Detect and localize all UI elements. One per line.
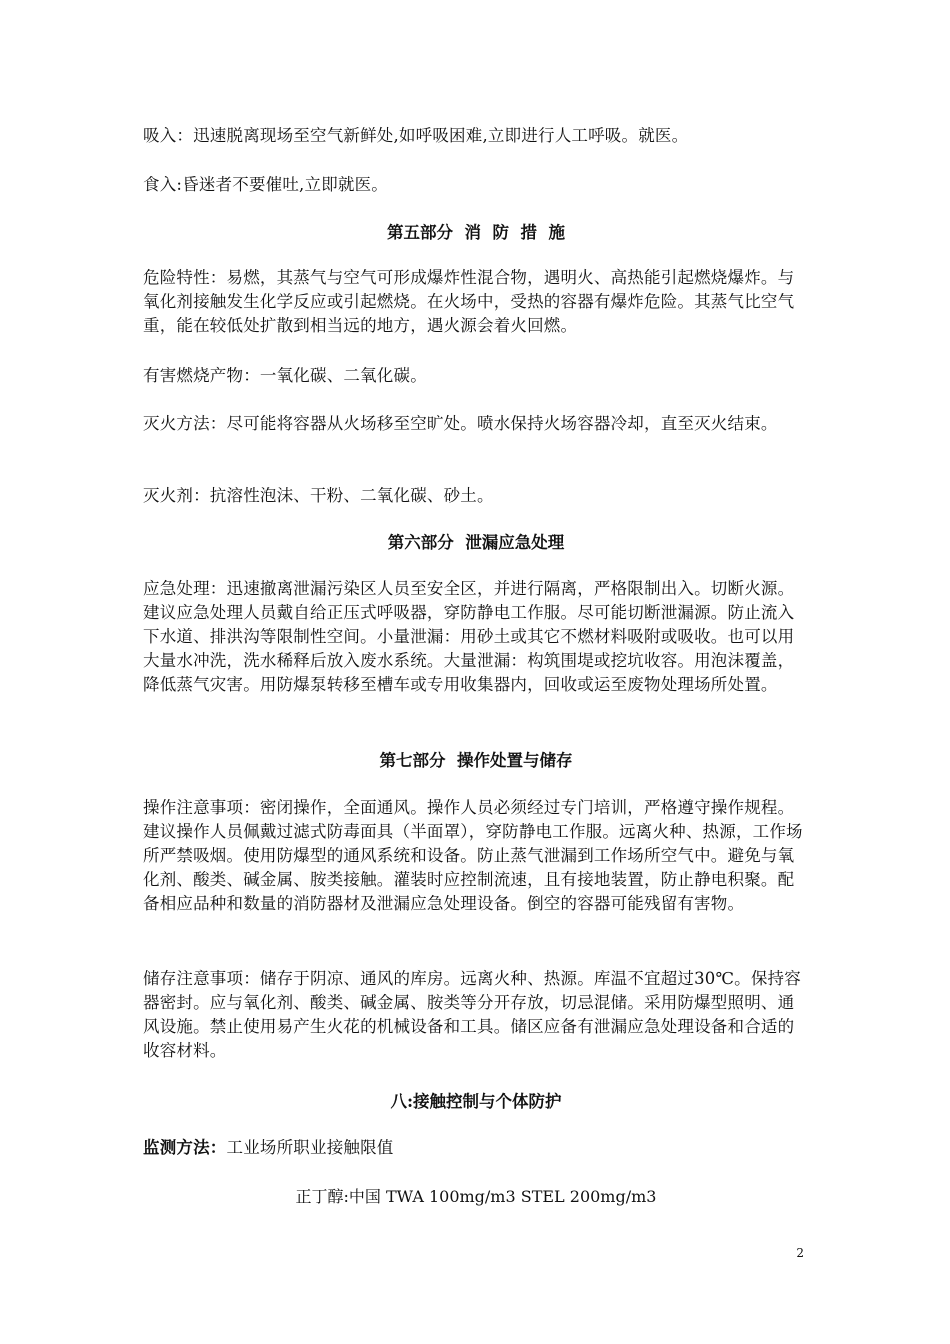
ingestion-paragraph: 食入:昏迷者不要催吐,立即就医。 (143, 175, 389, 194)
extinguish-agent-paragraph: 灭火剂：抗溶性泡沫、干粉、二氧化碳、砂土。 (143, 486, 494, 505)
storage-paragraph: 储存注意事项：储存于阴凉、通风的库房。远离火种、热源。库温不宜超过30℃。保持容器密封。应与氧化剂、酸类、碱金属、胺类等分开存放，切忌混储。采用防爆型照明、通风设施。禁止使用易产生火花的机械设备和工具。储区应备有泄漏应急处理设备和合适的收容材料。 (143, 969, 801, 1060)
section8-heading: 八:接触控制与个体防护 (390, 1092, 562, 1111)
monitor-text: 工业场所职业接触限值 (226, 1138, 394, 1157)
section7-heading: 第七部分 操作处置与储存 (379, 751, 573, 770)
inhalation-paragraph: 吸入：迅速脱离现场至空气新鲜处,如呼吸困难,立即进行人工呼吸。就医。 (143, 126, 689, 145)
extinguish-method-paragraph: 灭火方法：尽可能将容器从火场移至空旷处。喷水保持火场容器冷却，直至灭火结束。 (143, 414, 778, 433)
combustion-paragraph: 有害燃烧产物：一氧化碳、二氧化碳。 (143, 366, 427, 385)
section6-heading: 第六部分 泄漏应急处理 (387, 533, 565, 552)
operation-paragraph: 操作注意事项：密闭操作，全面通风。操作人员必须经过专门培训，严格遵守操作规程。建议操作人员佩戴过滤式防毒面具（半面罩），穿防静电工作服。远离火种、热源，工作场所严禁吸烟。使用防爆型的通风系统和设备。防止蒸气泄漏到工作场所空气中。避免与氧化剂、酸类、碱金属、胺类接触。灌装时应控制流速，且有接地装置，防止静电积聚。配备相应品种和数量的消防器材及泄漏应急处理设备。倒空的容器可能残留有害物。 (143, 798, 803, 913)
emergency-paragraph: 应急处理：迅速撤离泄漏污染区人员至安全区，并进行隔离，严格限制出入。切断火源。建议应急处理人员戴自给正压式呼吸器，穿防静电工作服。尽可能切断泄漏源。防止流入下水道、排洪沟等限制性空间。小量泄漏：用砂土或其它不燃材料吸附或吸收。也可以用大量水冲洗，洗水稀释后放入废水系统。大量泄漏：构筑围堤或挖坑收容。用泡沫覆盖，降低蒸气灾害。用防爆泵转移至槽车或专用收集器内，回收或运至废物处理场所处置。 (143, 579, 795, 694)
hazard-paragraph: 危险特性：易燃，其蒸气与空气可形成爆炸性混合物，遇明火、高热能引起燃烧爆炸。与氧化剂接触发生化学反应或引起燃烧。在火场中，受热的容器有爆炸危险。其蒸气比空气重，能在较低处扩散到相当远的地方，遇火源会着火回燃。 (143, 268, 795, 335)
monitor-label: 监测方法： (143, 1138, 227, 1157)
page-number: 2 (796, 1246, 804, 1260)
monitor-paragraph (143, 1136, 809, 1160)
exposure-limits: 正丁醇:中国 TWA 100mg/m3 STEL 200mg/m3 (295, 1187, 657, 1206)
section5-heading: 第五部分 消 防 措 施 (387, 223, 565, 242)
